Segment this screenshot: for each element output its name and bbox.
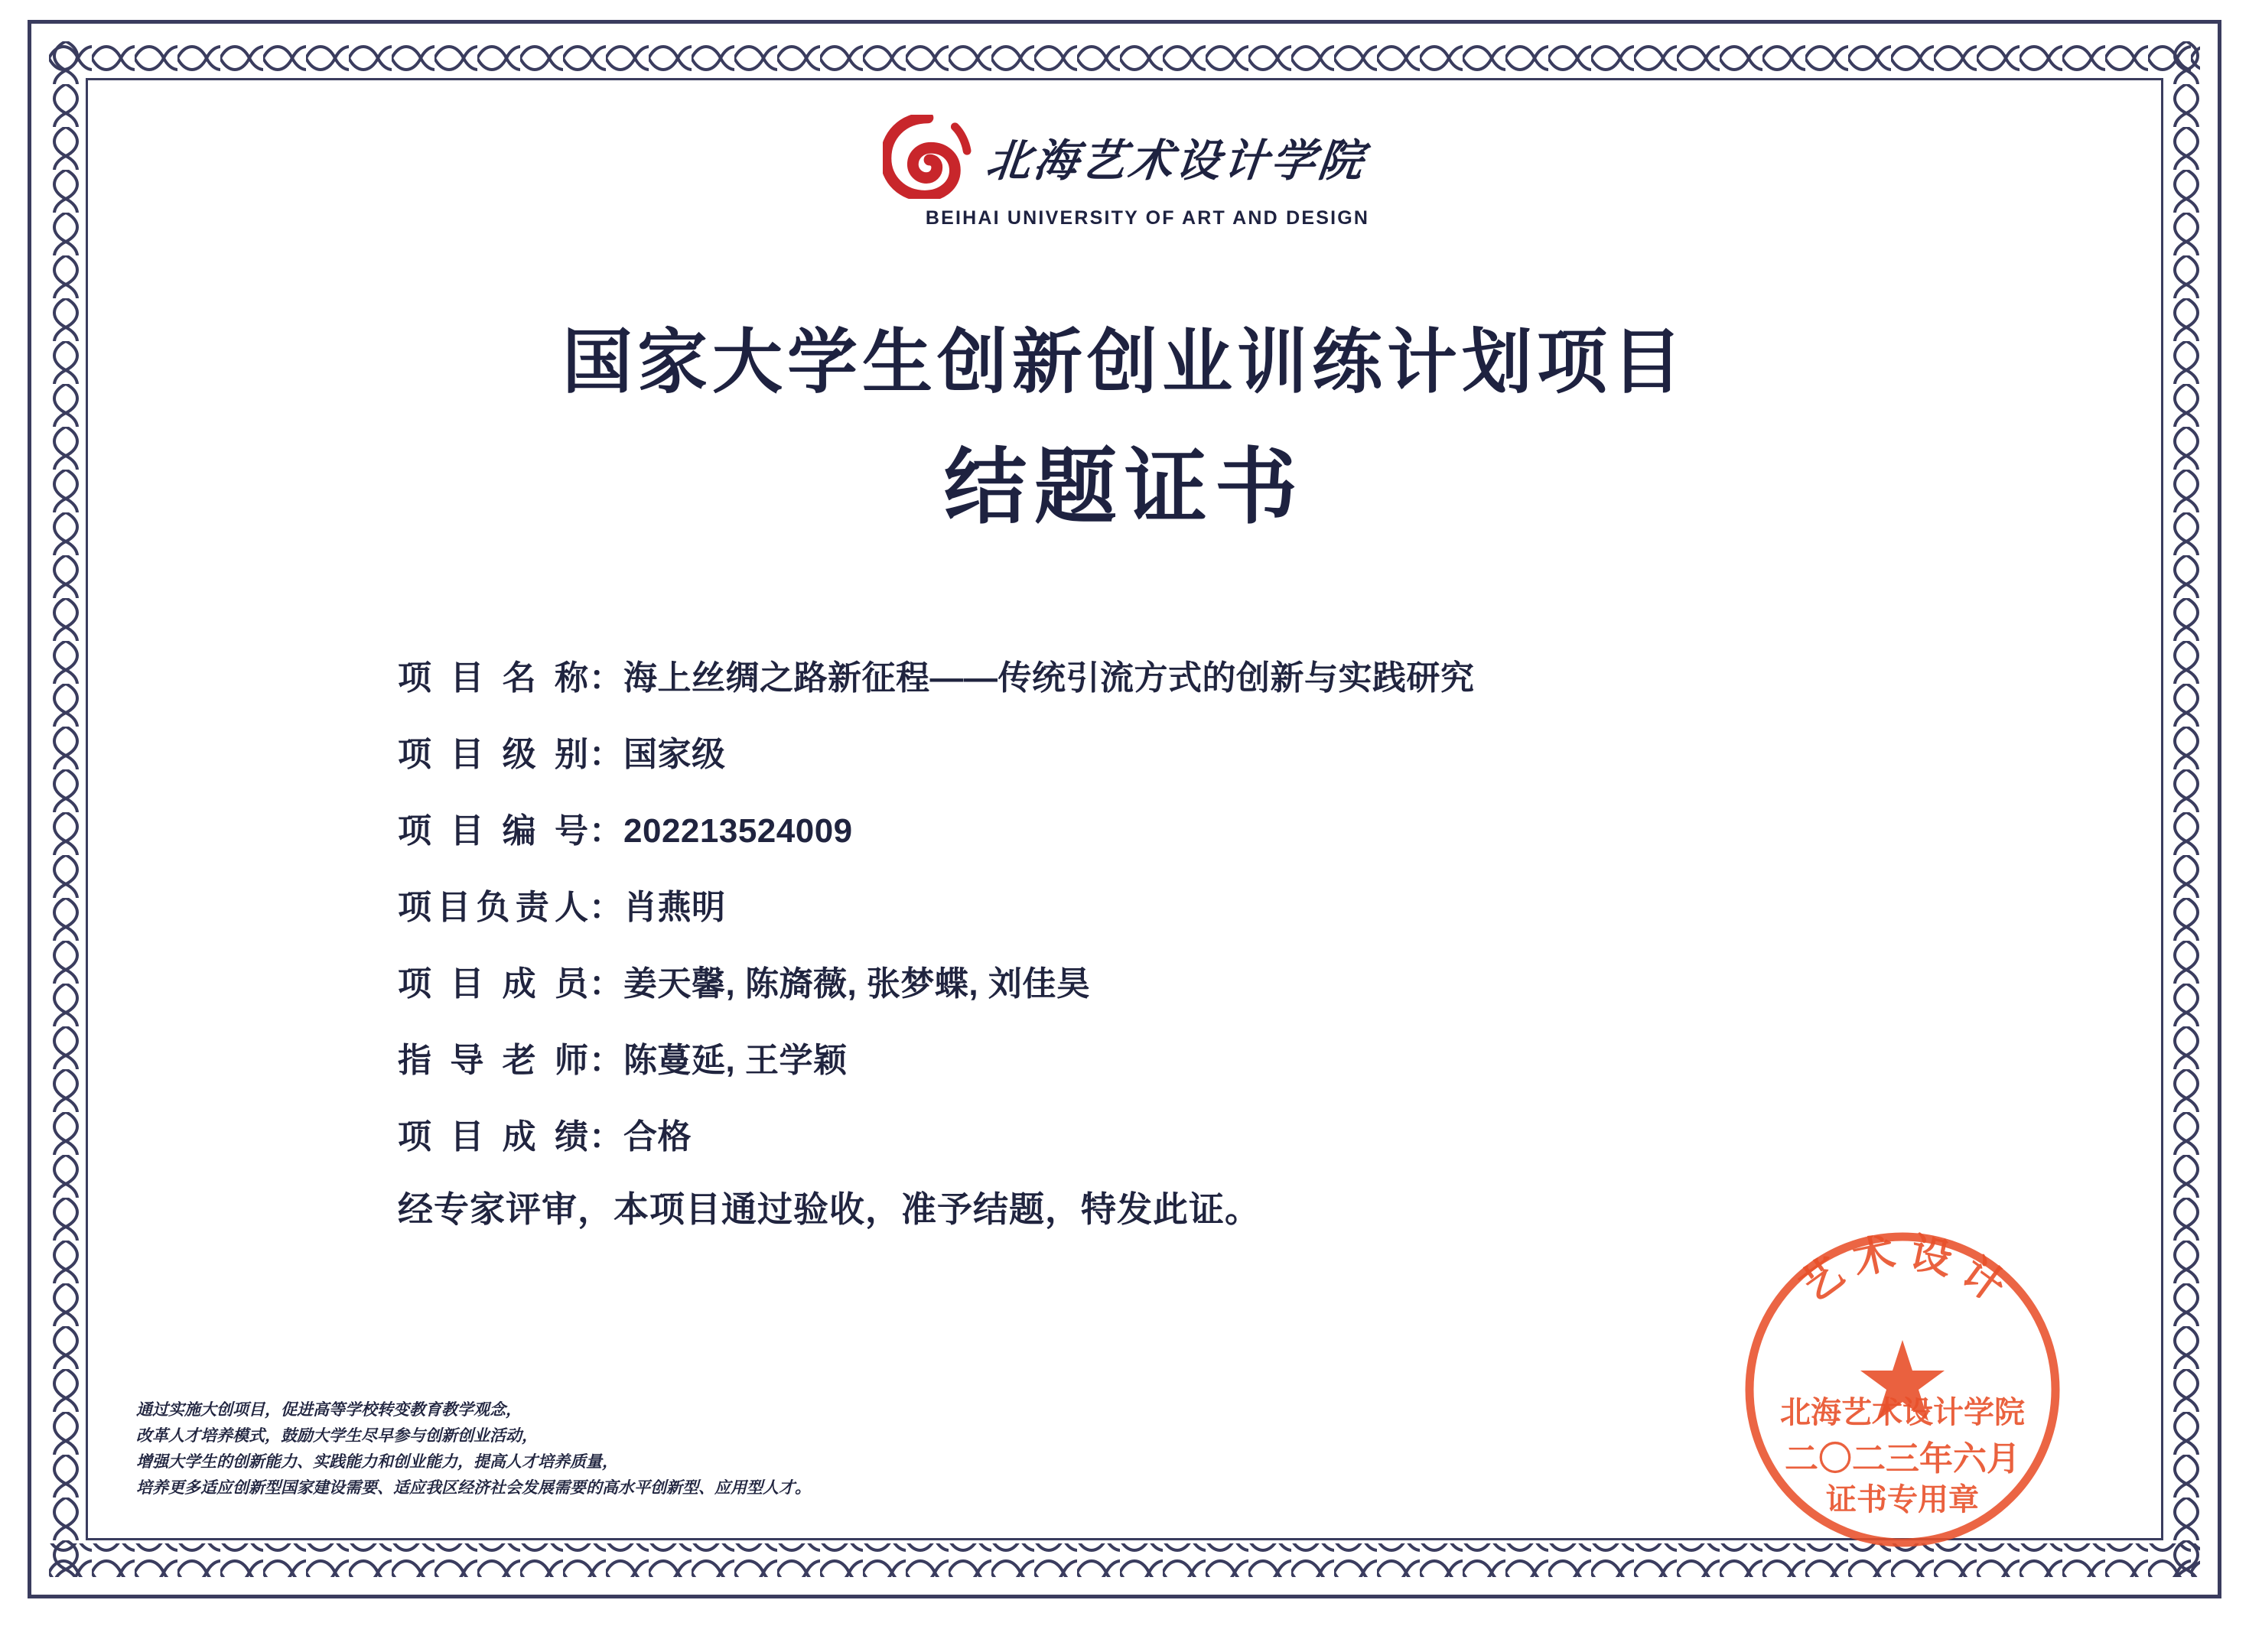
footnote-line: 增强大学生的创新能力、实践能力和创业能力，提高人才培养质量， [136, 1452, 618, 1471]
field-separator: ： [589, 1042, 623, 1079]
field-row [398, 956, 2065, 1005]
footnote-block [136, 1397, 811, 1501]
field-row [398, 650, 2065, 699]
field-label-project-number: 项目编号 [398, 812, 589, 850]
footnote-line: 培养更多适应创新型国家建设需要、适应我区经济社会发展需要的高水平创新型、应用型人才。 [136, 1478, 811, 1497]
field-row [398, 1109, 2065, 1158]
field-list [398, 650, 2065, 1185]
official-seal-svg [1738, 1225, 2067, 1554]
seal-line1: 北海艺术设计学院 [1780, 1395, 2025, 1429]
seal-arc-text: 艺 术 设 计 [1792, 1229, 2013, 1311]
seal-line3: 证书专用章 [1826, 1482, 1979, 1517]
footnote-line: 改革人才培养模式，鼓励大学生尽早参与创新创业活动， [136, 1426, 538, 1445]
field-value-project-name: 海上丝绸之路新征程——传统引流方式的创新与实践研究 [623, 659, 1475, 697]
field-row [398, 727, 2065, 776]
footnote-line: 通过实施大创项目，促进高等学校转变教育教学观念， [136, 1400, 522, 1419]
approval-statement: 经专家评审，本项目通过验收，准予结题，特发此证。 [398, 1189, 1261, 1229]
field-label-project-level: 项目级别 [398, 736, 589, 773]
certificate-title-line2: 结题证书 [943, 443, 1305, 534]
field-value-advisors: 陈蔓延, 王学颖 [623, 1042, 848, 1079]
field-separator: ： [589, 736, 623, 773]
institution-name-en: BEIHAI UNIVERSITY OF ART AND DESIGN [925, 207, 1370, 229]
field-separator: ： [589, 1118, 623, 1156]
field-label-project-members: 项目成员 [398, 965, 589, 1003]
swirl-logo-icon [883, 115, 973, 199]
field-separator: ： [589, 889, 623, 926]
field-row [398, 880, 2065, 928]
institution-name-cn: 北海艺术设计学院 [983, 136, 1369, 186]
logo-row [883, 115, 1369, 199]
svg-text:艺 术 设 计 [1792, 1230, 2013, 1311]
field-separator: ： [589, 812, 623, 850]
institution-name-en-wrap [46, 207, 2249, 229]
field-value-result: 合格 [623, 1118, 692, 1156]
field-row [398, 803, 2065, 852]
certificate-title-line1: 国家大学生创新创业训练计划项目 [561, 324, 1687, 402]
field-value-project-number: 202213524009 [623, 812, 853, 850]
field-row [398, 1032, 2065, 1081]
field-value-project-leader: 肖燕明 [623, 889, 726, 926]
seal-line2: 二〇二三年六月 [1785, 1440, 2020, 1478]
field-label-project-name: 项目名称 [398, 659, 589, 697]
field-separator: ： [589, 659, 623, 697]
field-label-project-leader: 项目负责人 [398, 889, 589, 926]
official-seal [1738, 1225, 2067, 1554]
institution-header [0, 115, 2249, 229]
field-label-result: 项目成绩 [398, 1118, 589, 1156]
field-value-project-members: 姜天馨, 陈旖薇, 张梦蝶, 刘佳昊 [623, 965, 1091, 1003]
field-value-project-level: 国家级 [623, 736, 726, 773]
field-separator: ： [589, 965, 623, 1003]
field-label-advisors: 指导老师 [398, 1042, 589, 1079]
